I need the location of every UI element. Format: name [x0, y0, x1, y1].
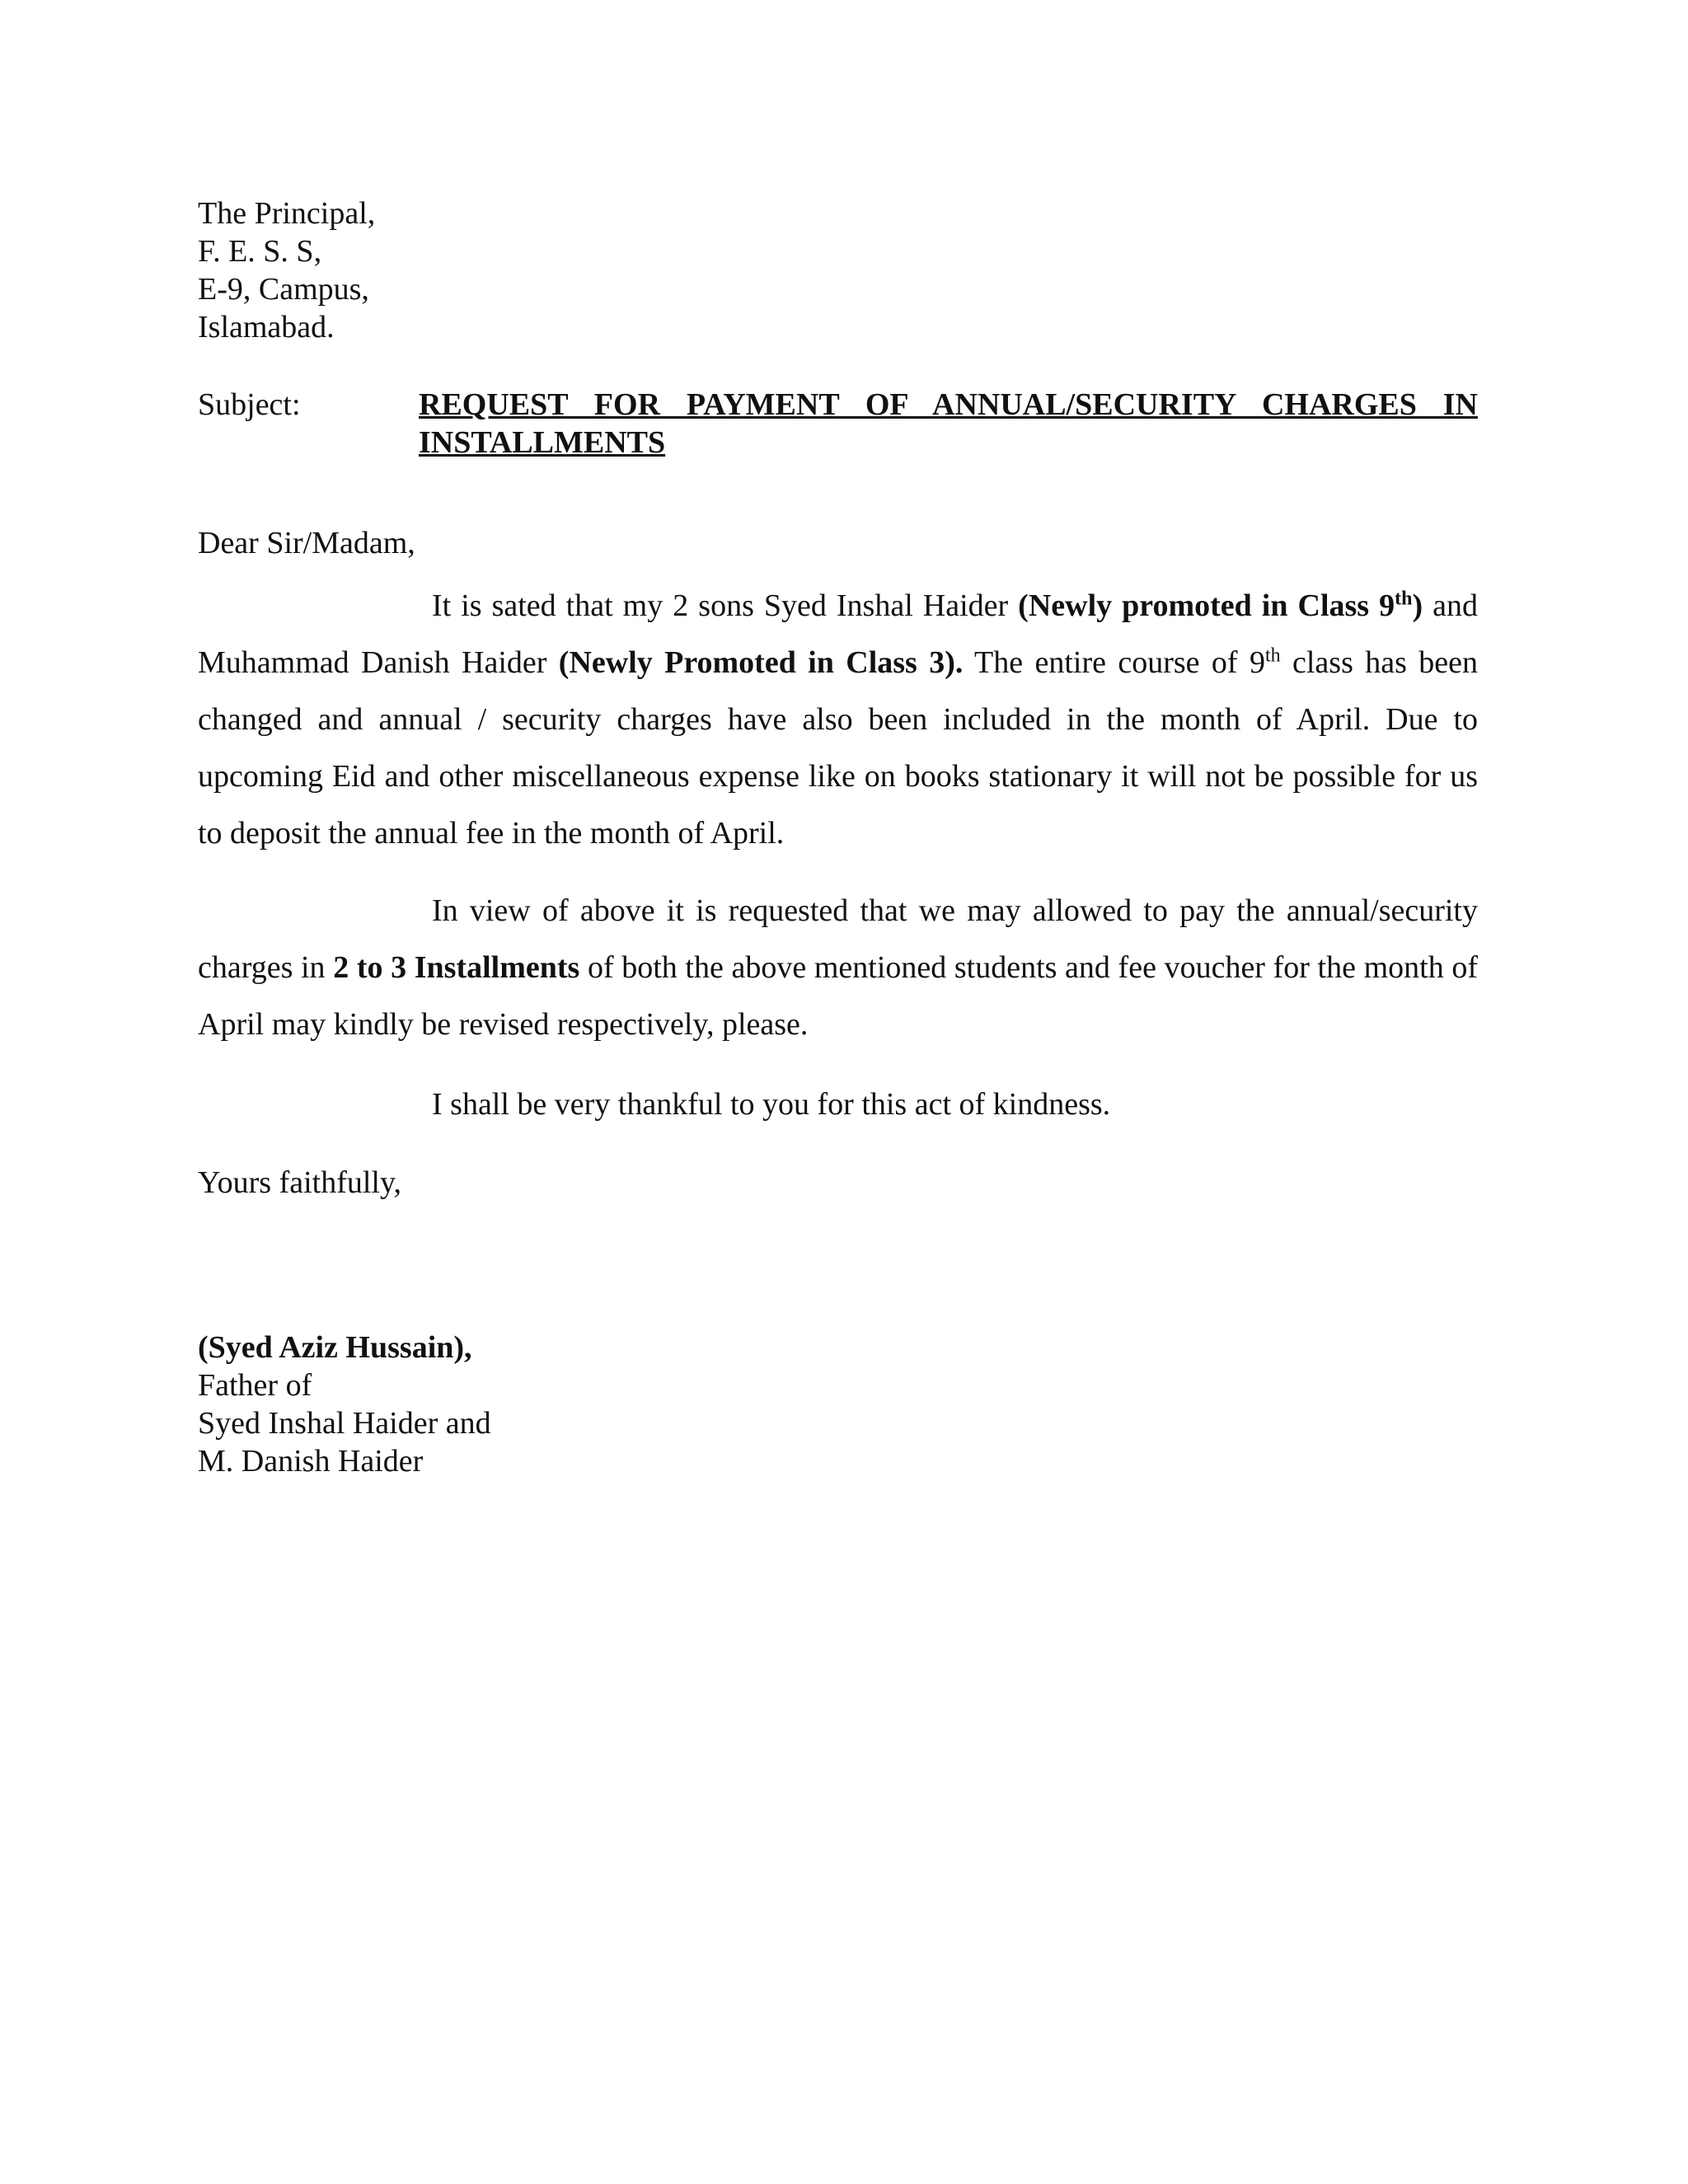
paragraph-1-bold-1-end: )	[1412, 588, 1423, 623]
subject-label: Subject:	[198, 387, 301, 422]
signature-line-2: Father of	[198, 1368, 312, 1403]
paragraph-2-text-2: of both the above mentioned students and fee voucher for the month of April may kindly be revised respectively, please.	[198, 950, 1478, 1042]
paragraph-2	[198, 883, 1478, 1053]
signature-line-4: M. Danish Haider	[198, 1444, 424, 1479]
paragraph-2-bold-1: 2 to 3 Installments	[333, 950, 580, 985]
recipient-line-2: F. E. S. S,	[198, 234, 322, 269]
signature-line-3: Syed Inshal Haider and	[198, 1406, 491, 1441]
paragraph-1-text-4: class has been changed and annual / security charges have also been included in the month of April. Due to upcoming Eid and other miscellaneous expense like on books stationary it will not be possible for us to deposit the annual fee in the month of April.	[198, 645, 1478, 851]
paragraph-3-text: I shall be very thankful to you for this act of kindness.	[432, 1087, 1111, 1122]
paragraph-1-bold-1-text: (Newly promoted in Class 9	[1018, 588, 1395, 623]
paragraph-1-bold-2: (Newly Promoted in Class 3).	[558, 645, 964, 680]
paragraph-1-text-1: It is sated that my 2 sons Syed Inshal Haider	[432, 588, 1019, 623]
paragraph-1	[198, 578, 1478, 862]
recipient-line-4: Islamabad.	[198, 310, 335, 344]
recipient-address	[198, 194, 375, 346]
signature-block	[198, 1329, 491, 1480]
paragraph-3	[198, 1076, 1478, 1133]
subject-line-2: INSTALLMENTS	[419, 425, 666, 460]
signature-name: (Syed Aziz Hussain),	[198, 1330, 472, 1365]
recipient-line-1: The Principal,	[198, 196, 376, 231]
closing: Yours faithfully,	[198, 1165, 402, 1200]
paragraph-1-bold-1-sup: th	[1395, 588, 1413, 610]
paragraph-1-text-2: and Muhammad Danish Haider	[198, 588, 1478, 680]
subject-text	[419, 386, 1478, 462]
paragraph-1-bold-1	[1018, 588, 1423, 623]
recipient-line-3: E-9, Campus,	[198, 272, 369, 307]
paragraph-2-text-1: In view of above it is requested that we may allowed to pay the annual/security charges in	[198, 893, 1478, 985]
salutation: Dear Sir/Madam,	[198, 526, 415, 560]
paragraph-1-text-3: The entire course of 9	[963, 645, 1265, 680]
subject-line-1: REQUEST FOR PAYMENT OF ANNUAL/SECURITY CHARGES IN	[419, 387, 1478, 422]
paragraph-1-sup-2: th	[1264, 644, 1281, 667]
